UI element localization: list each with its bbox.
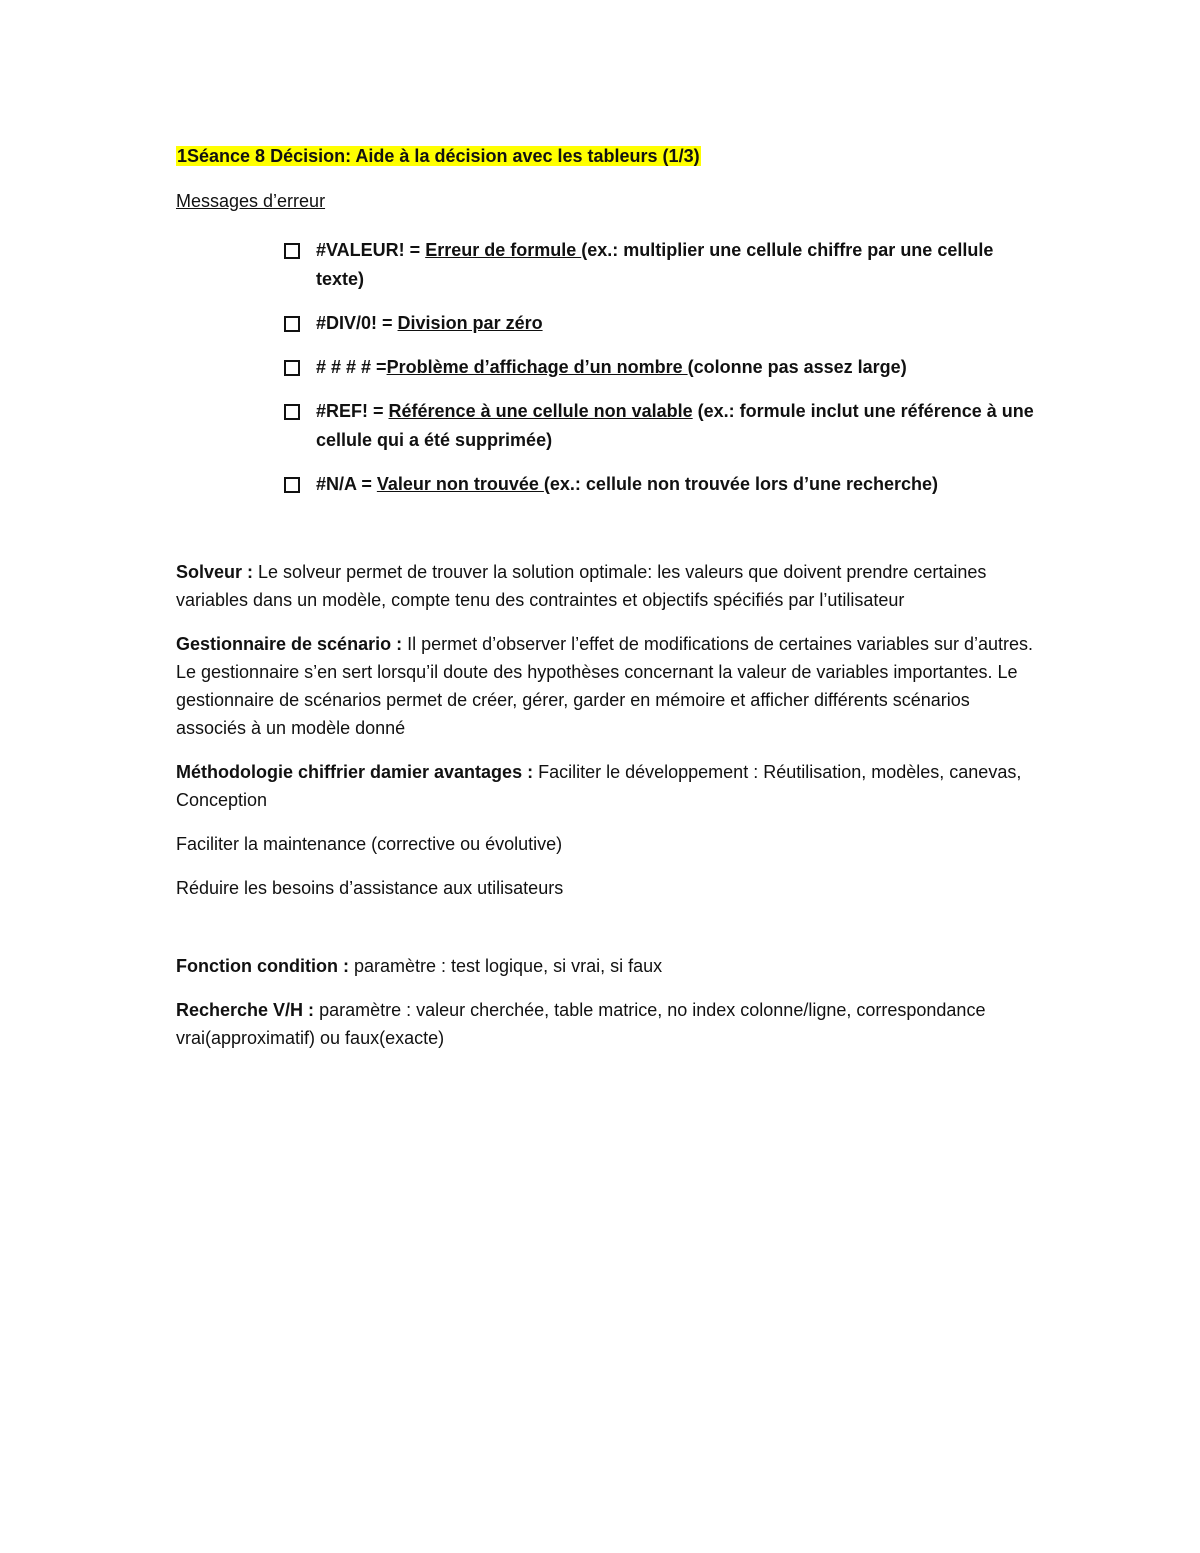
- fonction-condition-paragraph: [176, 952, 1036, 980]
- checkbox-icon: [284, 404, 300, 420]
- error-name: Division par zéro: [397, 313, 543, 333]
- recherche-paragraph: [176, 996, 1036, 1052]
- error-code: #N/A =: [316, 474, 377, 494]
- error-detail: (ex.: multiplier une cellule chiffre par une cellule texte): [316, 240, 994, 289]
- spacer: [176, 514, 1036, 558]
- spacer: [176, 918, 1036, 952]
- solveur-paragraph: [176, 558, 1036, 614]
- error-code: #REF! =: [316, 401, 389, 421]
- error-item-affichage: [284, 353, 1036, 382]
- error-code: #DIV/0! =: [316, 313, 398, 333]
- checkbox-icon: [284, 316, 300, 332]
- error-detail: (ex.: cellule non trouvée lors d’une recherche): [543, 474, 939, 494]
- methodologie-label: Méthodologie chiffrier damier avantages :: [176, 762, 534, 782]
- error-name: Référence à une cellule non valable: [388, 401, 693, 421]
- gestionnaire-text: Il permet d’observer l’effet de modifications de certaines variables sur d’autres. Le gestionnaire s’en sert lorsqu’il doute des hypothèses concernant la valeur de variables importantes. Le gestionnaire de scénarios permet de créer, gérer, garder en mémoire et afficher différents scénarios associés à un modèle donné: [176, 634, 1034, 738]
- error-detail: (colonne pas assez large): [687, 357, 907, 377]
- error-name: Valeur non trouvée: [376, 474, 544, 494]
- assistance-paragraph: Réduire les besoins d’assistance aux utilisateurs: [176, 878, 564, 898]
- error-code: #VALEUR! =: [316, 240, 426, 260]
- fonction-condition-label: Fonction condition :: [176, 956, 349, 976]
- checkbox-icon: [284, 477, 300, 493]
- error-item-ref: [284, 397, 1036, 455]
- error-list: [176, 236, 1036, 499]
- title-line: [176, 143, 1036, 173]
- error-name: Erreur de formule: [425, 240, 582, 260]
- checkbox-icon: [284, 243, 300, 259]
- messages-heading: Messages d’erreur: [176, 191, 326, 211]
- error-name: Problème d’affichage d’un nombre: [386, 357, 688, 377]
- recherche-label: Recherche V/H :: [176, 1000, 315, 1020]
- fonction-condition-text: paramètre : test logique, si vrai, si faux: [348, 956, 663, 976]
- maintenance-paragraph: Faciliter la maintenance (corrective ou évolutive): [176, 834, 563, 854]
- error-item-div0: [284, 309, 1036, 338]
- solveur-text: Le solveur permet de trouver la solution optimale: les valeurs que doivent prendre certaines variables dans un modèle, compte tenu des contraintes et objectifs spécifiés par l’utilisateur: [176, 562, 987, 610]
- document-content: [176, 143, 1036, 1068]
- document-title: 1Séance 8 Décision: Aide à la décision avec les tableurs (1/3): [177, 146, 700, 166]
- solveur-label: Solveur :: [176, 562, 254, 582]
- error-item-valeur: [284, 236, 1036, 294]
- checkbox-icon: [284, 360, 300, 376]
- methodologie-text: Faciliter le développement : Réutilisation, modèles, canevas, Conception: [176, 762, 1022, 810]
- gestionnaire-label: Gestionnaire de scénario :: [176, 634, 403, 654]
- methodologie-paragraph: [176, 758, 1036, 814]
- error-code: # # # # =: [316, 357, 387, 377]
- error-detail: (ex.: formule inclut une référence à une cellule qui a été supprimée): [316, 401, 1034, 450]
- recherche-text: paramètre : valeur cherchée, table matrice, no index colonne/ligne, correspondance vrai(approximatif) ou faux(exacte): [176, 1000, 986, 1048]
- gestionnaire-paragraph: [176, 630, 1036, 742]
- error-item-na: [284, 470, 1036, 499]
